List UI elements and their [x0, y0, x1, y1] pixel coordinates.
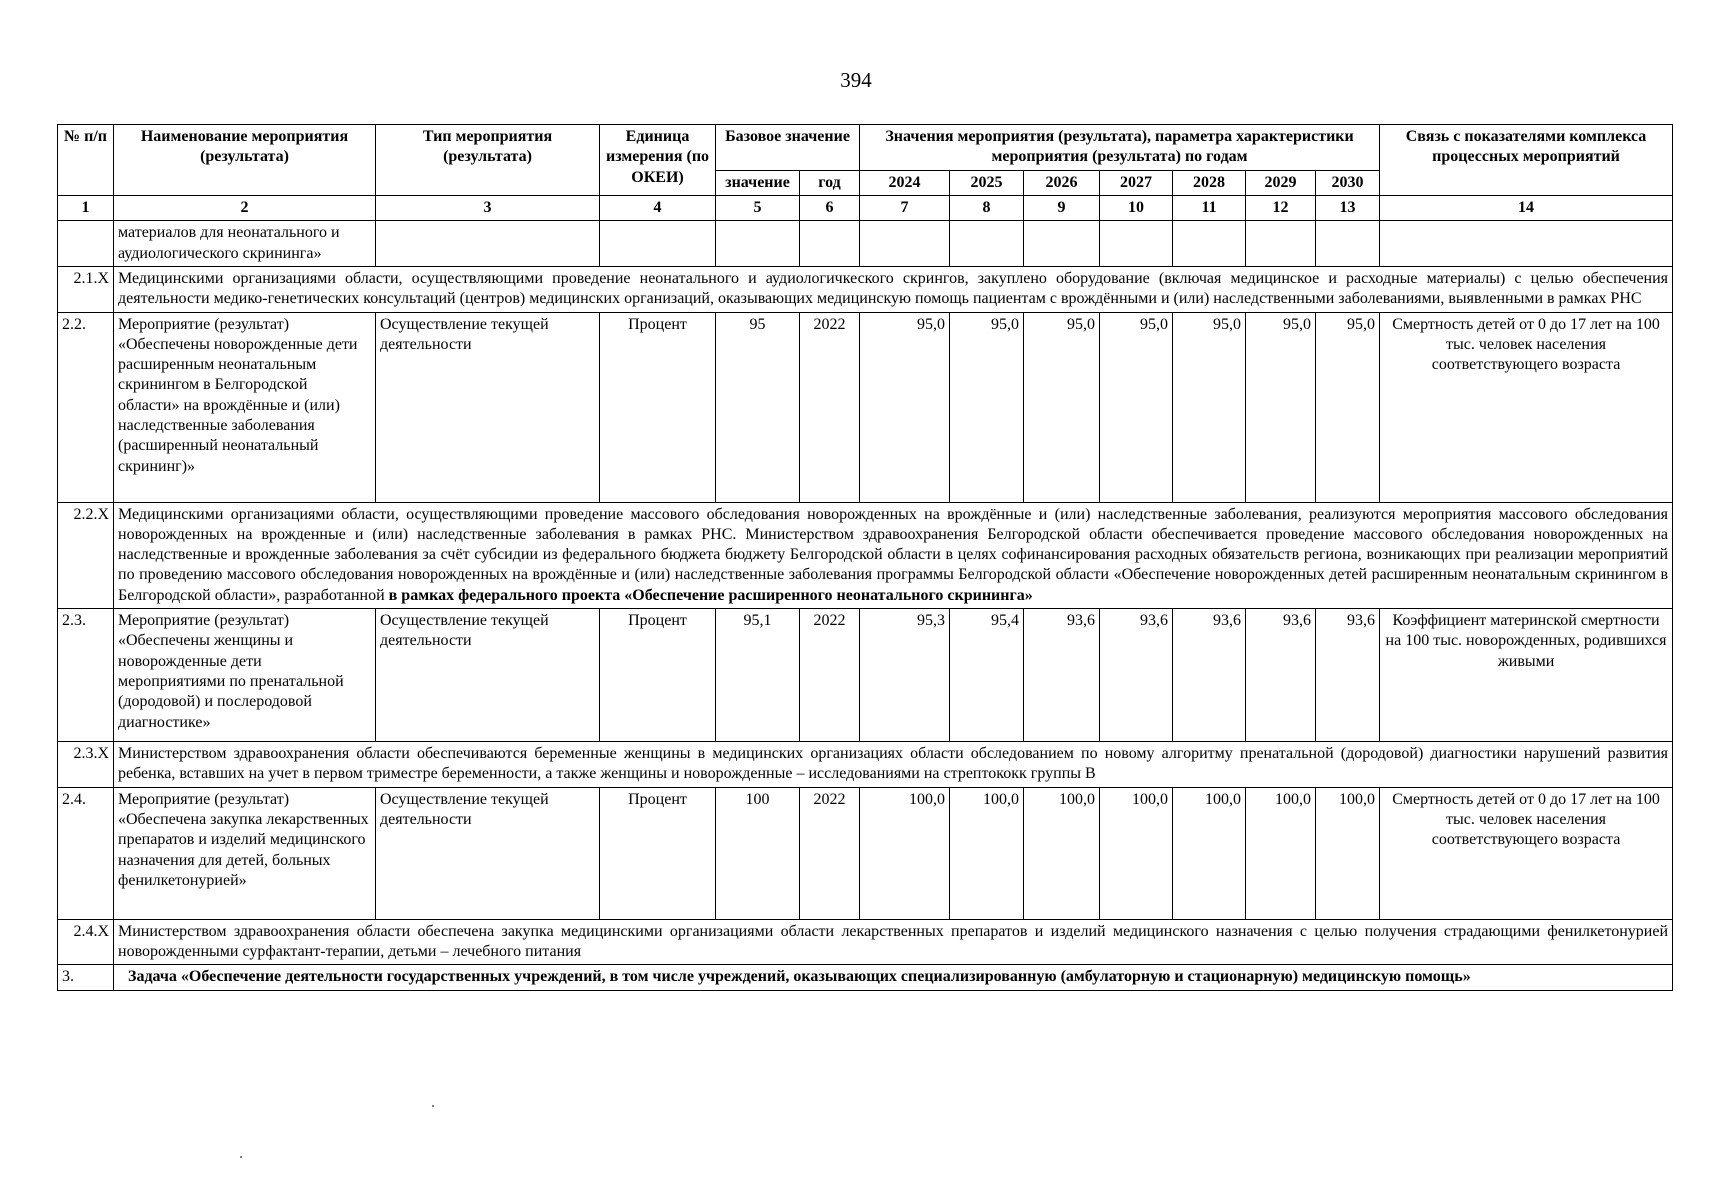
year-value: 95,4	[950, 609, 1024, 742]
table-row-task	[58, 965, 1673, 990]
year-value: 93,6	[1316, 609, 1380, 742]
page-number: 394	[840, 68, 872, 92]
column-number: 12	[1246, 195, 1316, 220]
row-note: Медицинскими организациями области, осуществляющими проведение неонатального и аудиологичкеского скрингов, закуплено оборудование (включая медицинское и расходные материалы) с целью обеспечения деятельности медико-генетических консультаций (центров) медицинских организаций, оказывающих медицинскую помощь пациентам с врождёнными и (или) наследственными заболеваниями, выявленными в рамках РНС	[114, 266, 1673, 312]
unit: Процент	[600, 312, 716, 502]
base-value: 100	[716, 787, 800, 919]
header-year: 2025	[950, 170, 1024, 195]
year-value: 95,3	[860, 609, 950, 742]
row-number: 3.	[58, 965, 114, 990]
indicator-link: Коэффициент материнской смертности на 100 тыс. новорожденных, родившихся живыми	[1380, 609, 1673, 742]
year-value: 100,0	[860, 787, 950, 919]
column-number: 1	[58, 195, 114, 220]
scan-speck	[240, 1156, 242, 1158]
row-number: 2.4.	[58, 787, 114, 919]
year-value: 93,6	[1246, 609, 1316, 742]
year-value: 95,0	[950, 312, 1024, 502]
column-number-row	[58, 195, 1673, 220]
year-value: 95,0	[860, 312, 950, 502]
row-number: 2.3.	[58, 609, 114, 742]
table-row-note	[58, 502, 1673, 609]
header-year: 2028	[1173, 170, 1246, 195]
scan-speck	[432, 1105, 434, 1107]
continuation-text: материалов для неонатального и аудиологического скрининга»	[114, 221, 376, 267]
row-note-text: Медицинскими организациями области, осуществляющими проведение массового обследования новорожденных на врождённые и (или) наследственные заболевания, реализуются мероприятия массового обследования новорожденных на врожденные и (или) наследственные заболевания в рамках РНС. Министерством здравоохранения Белгородской области обеспечивается проведение массового обследования новорожденных на наследственные и врожденные заболевания за счёт субсидии из федерального бюджета бюджету Белгородской области в целях софинансирования расходных обязательств региона, возникающих при реализации мероприятий по проведению массового обследования новорожденных на врождённые и (или) наследственные заболевания программы Белгородской области «Обеспечение новорожденных детей расширенным неонатальным скринингом в Белгородской области», разработанной	[118, 505, 1669, 604]
table-row-note	[58, 919, 1673, 965]
column-number: 8	[950, 195, 1024, 220]
year-value: 100,0	[1173, 787, 1246, 919]
header-year: 2026	[1024, 170, 1100, 195]
row-number: 2.4.X	[58, 919, 114, 965]
year-value: 95,0	[1100, 312, 1173, 502]
base-year: 2022	[800, 787, 860, 919]
column-number: 6	[800, 195, 860, 220]
year-value: 93,6	[1100, 609, 1173, 742]
column-number: 14	[1380, 195, 1673, 220]
column-number: 2	[114, 195, 376, 220]
column-number: 11	[1173, 195, 1246, 220]
column-number: 13	[1316, 195, 1380, 220]
unit: Процент	[600, 609, 716, 742]
header-unit: Единица измерения (по ОКЕИ)	[600, 125, 716, 196]
row-note	[114, 502, 1673, 609]
row-note: Министерством здравоохранения области обеспечена закупка медицинскими организациями области лекарственных препаратов и изделий медицинского назначения с целью получения страдающими фенилкетонурией новорожденными сурфактант-терапии, детьми – лечебного питания	[114, 919, 1673, 965]
header-link: Связь с показателями комплекса процессных мероприятий	[1380, 125, 1673, 196]
activity-type: Осуществление текущей деятельности	[376, 312, 600, 502]
activity-name: Мероприятие (результат) «Обеспечены женщины и новорожденные дети мероприятиями по пренатальной (дородовой) и послеродовой диагностике»	[114, 609, 376, 742]
row-note: Министерством здравоохранения области обеспечиваются беременные женщины в медицинских организациях области обследованием по новому алгоритму пренатальной (дородовой) диагностики нарушений развития ребенка, вставших на учет в первом триместре беременности, а также женщины и новорожденные – исследованиями на стрептококк группы В	[114, 742, 1673, 788]
row-number: 2.1.X	[58, 266, 114, 312]
column-number: 9	[1024, 195, 1100, 220]
year-value: 100,0	[1024, 787, 1100, 919]
header-year: 2027	[1100, 170, 1173, 195]
year-value: 95,0	[1246, 312, 1316, 502]
year-value: 93,6	[1024, 609, 1100, 742]
base-value: 95,1	[716, 609, 800, 742]
task-title: Задача «Обеспечение деятельности государственных учреждений, в том числе учреждений, оказывающих специализированную (амбулаторную и стационарную) медицинскую помощь»	[114, 965, 1673, 990]
year-value: 100,0	[1316, 787, 1380, 919]
base-year: 2022	[800, 312, 860, 502]
header-year: 2024	[860, 170, 950, 195]
header-year: 2029	[1246, 170, 1316, 195]
table-row-note	[58, 742, 1673, 788]
table-row	[58, 312, 1673, 502]
column-number: 3	[376, 195, 600, 220]
year-value: 100,0	[1100, 787, 1173, 919]
year-value: 93,6	[1173, 609, 1246, 742]
table-row-note	[58, 266, 1673, 312]
table-row	[58, 221, 1673, 267]
table-row	[58, 609, 1673, 742]
year-value: 95,0	[1316, 312, 1380, 502]
header-row-1	[58, 125, 1673, 171]
row-note-bold: в рамках федерального проекта «Обеспечение расширенного неонатального скрининга»	[384, 586, 1033, 604]
row-number: 2.2.X	[58, 502, 114, 609]
indicator-link: Смертность детей от 0 до 17 лет на 100 тыс. человек населения соответствующего возраста	[1380, 312, 1673, 502]
year-value: 95,0	[1173, 312, 1246, 502]
activity-name: Мероприятие (результат) «Обеспечена закупка лекарственных препаратов и изделий медицинского назначения для детей, больных фенилкетонурией»	[114, 787, 376, 919]
header-base-value: значение	[716, 170, 800, 195]
activities-table	[57, 124, 1673, 991]
row-number: 2.2.	[58, 312, 114, 502]
header-base: Базовое значение	[716, 125, 860, 171]
activity-type: Осуществление текущей деятельности	[376, 787, 600, 919]
header-year: 2030	[1316, 170, 1380, 195]
indicator-link: Смертность детей от 0 до 17 лет на 100 тыс. человек населения соответствующего возраста	[1380, 787, 1673, 919]
table-row	[58, 787, 1673, 919]
column-number: 5	[716, 195, 800, 220]
column-number: 4	[600, 195, 716, 220]
base-year: 2022	[800, 609, 860, 742]
column-number: 10	[1100, 195, 1173, 220]
year-value: 100,0	[1246, 787, 1316, 919]
row-number: 2.3.X	[58, 742, 114, 788]
header-num: № п/п	[58, 125, 114, 196]
header-name: Наименование мероприятия (результата)	[114, 125, 376, 196]
unit: Процент	[600, 787, 716, 919]
year-value: 95,0	[1024, 312, 1100, 502]
header-values: Значения мероприятия (результата), параметра характеристики мероприятия (результата) по годам	[860, 125, 1380, 171]
column-number: 7	[860, 195, 950, 220]
year-value: 100,0	[950, 787, 1024, 919]
header-base-year: год	[800, 170, 860, 195]
activity-name: Мероприятие (результат) «Обеспечены новорожденные дети расширенным неонатальным скринингом в Белгородской области» на врождённые и (или) наследственные заболевания (расширенный неонатальный скрининг)»	[114, 312, 376, 502]
activity-type: Осуществление текущей деятельности	[376, 609, 600, 742]
header-type: Тип мероприятия (результата)	[376, 125, 600, 196]
base-value: 95	[716, 312, 800, 502]
